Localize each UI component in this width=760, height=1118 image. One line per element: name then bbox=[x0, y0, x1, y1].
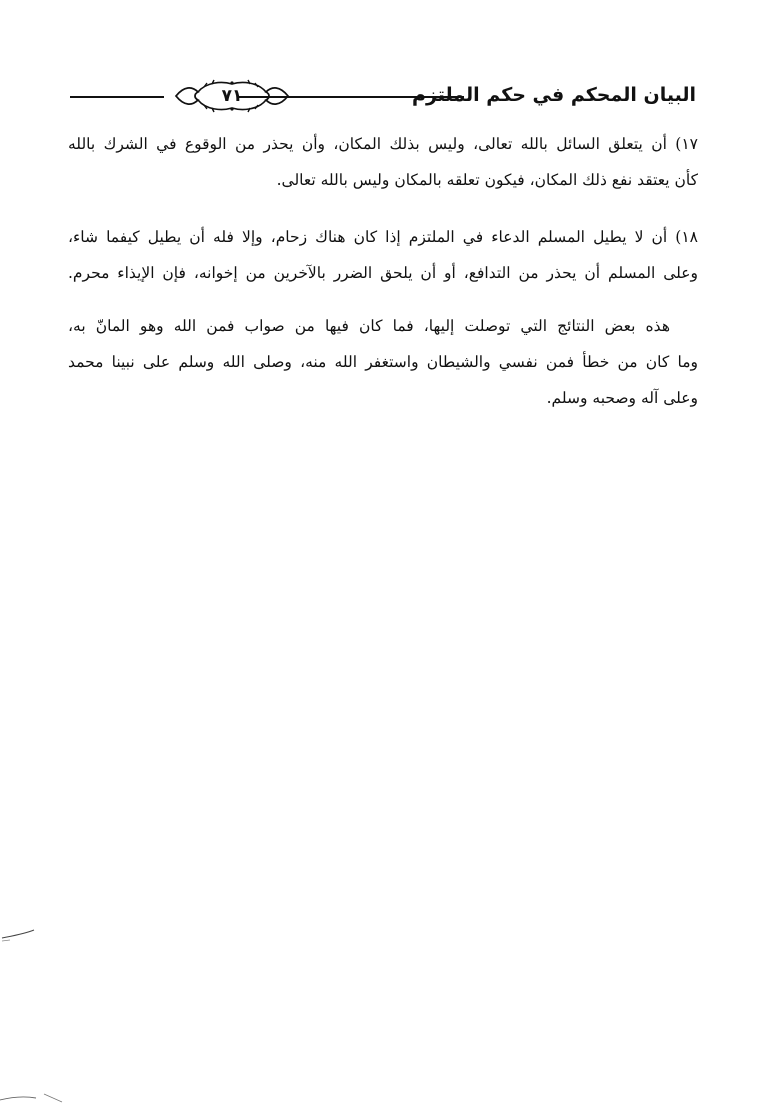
text-line: ١٧) أن يتعلق السائل بالله تعالى، وليس بذلك المكان، وأن يحذر من الوقوع في الشرك بالله bbox=[68, 135, 698, 153]
page-number-ornament bbox=[170, 78, 294, 114]
text-line: وما كان من خطأ فمن نفسي والشيطان واستغفر الله منه، وصلى الله وسلم على نبينا محمد bbox=[68, 353, 698, 371]
text-line: هذه بعض النتائج التي توصلت إليها، فما كان فيها من صواب فمن الله وهو المانّ به، bbox=[68, 317, 670, 335]
text-line: كأن يعتقد نفع ذلك المكان، فيكون تعلقه بالمكان وليس بالله تعالى. bbox=[276, 171, 698, 189]
header-rule-left bbox=[70, 96, 164, 98]
text-line: وعلى المسلم أن يحذر من التدافع، أو أن يلحق الضرر بالآخرين من إخوانه، فإن الإيذاء محرم. bbox=[68, 264, 698, 282]
running-header bbox=[70, 76, 696, 120]
scan-mark bbox=[0, 1088, 80, 1108]
page-number: ٧١ bbox=[221, 86, 243, 106]
text-line: ١٨) أن لا يطيل المسلم الدعاء في الملتزم إذا كان هناك زحام، وإلا فله أن يطيل كيفما شاء، bbox=[68, 228, 698, 246]
text-line: وعلى آله وصحبه وسلم. bbox=[546, 389, 698, 407]
book-title: البيان المحكم في حكم الملتزم bbox=[412, 84, 696, 106]
numbered-item-17 bbox=[68, 126, 698, 198]
closing-paragraph bbox=[68, 308, 698, 416]
scan-mark bbox=[0, 924, 80, 944]
body-text bbox=[68, 126, 698, 416]
numbered-item-18 bbox=[68, 219, 698, 291]
